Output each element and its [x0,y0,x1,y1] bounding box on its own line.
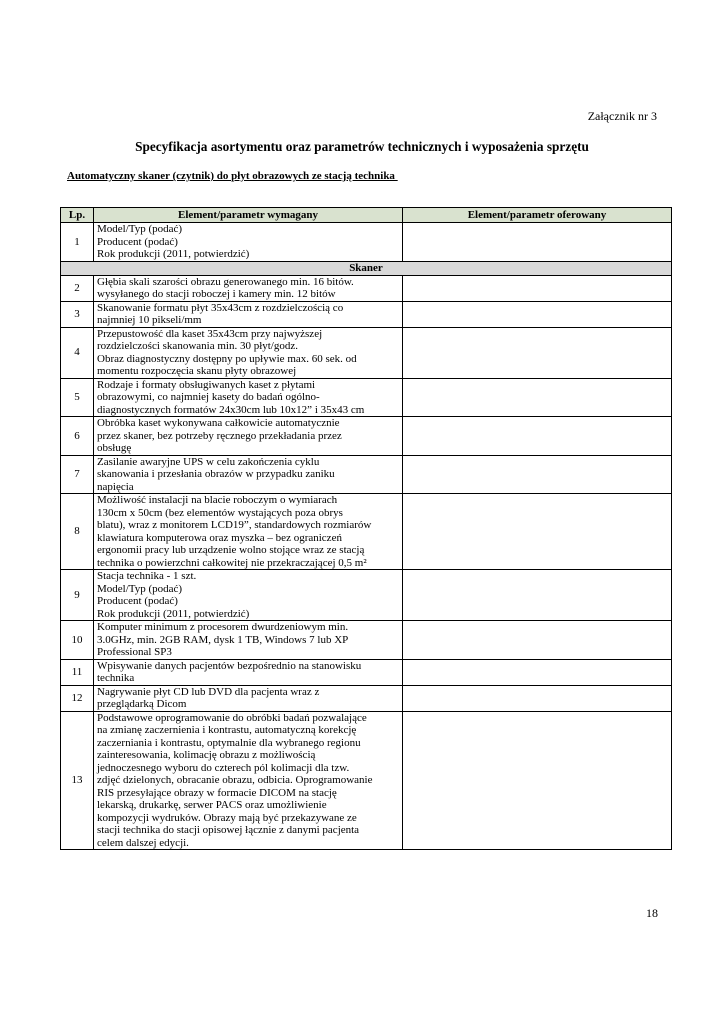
page-number: 18 [646,906,658,920]
table-row [61,685,672,711]
header-required: Element/parametr wymagany [94,208,403,223]
required-parameter [94,223,403,262]
required-parameter [94,455,403,494]
parameter-line: Stacja technika - 1 szt. [97,570,197,582]
offered-parameter-cell[interactable] [403,275,672,301]
required-parameter [94,301,403,327]
parameter-line: Obraz diagnostyczny dostępny po upływie max. 60 sek. od [97,352,357,365]
table-row [61,570,672,621]
table-row [61,301,672,327]
table-row [61,327,672,378]
offered-parameter-cell[interactable] [403,417,672,456]
required-parameter [94,659,403,685]
required-parameter [94,275,403,301]
row-number: 8 [61,494,94,570]
table-row [61,378,672,417]
parameter-line: Podstawowe oprogramowanie do obróbki badań pozwalające [97,711,367,724]
offered-parameter-cell[interactable] [403,378,672,417]
required-parameter [94,417,403,456]
row-number: 6 [61,417,94,456]
document-title: Specyfikacja asortymentu oraz parametrów technicznych i wyposażenia sprzętu [135,139,589,154]
row-number: 3 [61,301,94,327]
parameter-line: Rok produkcji (2011, potwierdzić) [97,248,250,260]
offered-parameter-cell[interactable] [403,621,672,660]
row-number: 12 [61,685,94,711]
table-body [61,223,672,850]
row-number: 7 [61,455,94,494]
parameter-line: Komputer minimum z procesorem dwurdzeniowym min. [97,621,349,633]
parameter-line: Nagrywanie płyt CD lub DVD dla pacjenta wraz z [97,685,320,698]
parameter-line: przez skaner, bez potrzeby ręcznego przekładania przez [97,429,342,442]
table-row [61,659,672,685]
required-parameter [94,621,403,660]
offered-parameter-cell[interactable] [403,659,672,685]
parameter-line: Głębia skali szarości obrazu generowanego min. 16 bitów. [97,275,354,288]
parameter-line: ergonomii pracy lub urządzenie wolno stojące wraz ze stacją [97,544,365,556]
parameter-line: Model/Typ (podać) [97,223,183,235]
parameter-line: Przepustowość dla kaset 35x43cm przy najwyższej [97,327,323,340]
offered-parameter-cell[interactable] [403,327,672,378]
table-row [61,223,672,262]
offered-parameter-cell[interactable] [403,455,672,494]
parameter-line: napięcia [97,480,134,493]
parameter-line: stacji technika do stacji opisowej łącznie z danymi pacjenta [97,824,360,836]
required-parameter [94,494,403,570]
parameter-line: kompozycji wydruków. Obrazy mają być przekazywane ze [97,811,357,824]
parameter-line: lekarską, drukarkę, serwer PACS oraz umożliwienie [97,799,327,811]
table-row [61,621,672,660]
document-subtitle: Automatyczny skaner (czytnik) do płyt obrazowych ze stacją technika [67,170,398,182]
parameter-line: momentu rozpoczęcia skanu płyty obrazowej [97,365,297,377]
annex-label: Załącznik nr 3 [587,109,657,123]
offered-parameter-cell[interactable] [403,685,672,711]
parameter-line: Skanowanie formatu płyt 35x43cm z rozdzielczością co [97,301,344,314]
parameter-line: na zmianę zaczernienia i kontrastu, automatyczną korekcję [97,724,357,736]
parameter-line: zdjęć dzielonych, obracanie obrazu, odbicia. Oprogramowanie [97,774,373,786]
parameter-line: obrazowymi, co najmniej kasety do badań ogólno- [97,391,320,403]
specification-table [60,207,672,850]
parameter-line: Producent (podać) [97,235,178,248]
parameter-line: jednoczesnego wyboru do czterech pól kolimacji dla tzw. [97,761,350,774]
offered-parameter-cell[interactable] [403,301,672,327]
parameter-line: Professional SP3 [97,646,172,658]
parameter-line: zainteresowania, kolimację obrazu z możliwością [97,749,316,761]
required-parameter [94,378,403,417]
parameter-line: zaczerniania i kontrastu, optymalnie dla wybranego regionu [97,736,361,749]
row-number: 2 [61,275,94,301]
row-number: 10 [61,621,94,660]
offered-parameter-cell[interactable] [403,494,672,570]
parameter-line: technika o powierzchni całkowitej nie przekraczającej 0,5 m² [97,556,367,569]
parameter-line: przeglądarką Dicom [97,698,187,710]
section-label: Skaner [61,261,672,275]
parameter-line: 130cm x 50cm (bez elementów wystających poza obrys [97,506,343,519]
parameter-line: RIS przesyłające obrazy w formacie DICOM na stację [97,786,337,799]
header-offered: Element/parametr oferowany [403,208,672,223]
parameter-line: najmniej 10 pikseli/mm [97,314,202,326]
parameter-line: klawiatura komputerowa oraz myszka – bez ograniczeń [97,531,342,544]
row-number: 9 [61,570,94,621]
parameter-line: wysyłanego do stacji roboczej i kamery min. 12 bitów [97,288,336,300]
table-row [61,711,672,850]
parameter-line: rozdzielczości skanowania min. 30 płyt/godz. [97,340,298,352]
parameter-line: Możliwość instalacji na blacie roboczym o wymiarach [97,494,338,506]
table-row [61,417,672,456]
row-number: 13 [61,711,94,850]
required-parameter [94,711,403,850]
parameter-line: Zasilanie awaryjne UPS w celu zakończenia cyklu [97,455,320,468]
parameter-line: Rok produkcji (2011, potwierdzić) [97,607,250,620]
table-row [61,494,672,570]
offered-parameter-cell[interactable] [403,223,672,262]
parameter-line: skanowania i przesłania obrazów w przypadku zaniku [97,468,335,480]
required-parameter [94,327,403,378]
parameter-line: 3.0GHz, min. 2GB RAM, dysk 1 TB, Windows 7 lub XP [97,633,349,646]
parameter-line: Model/Typ (podać) [97,582,183,595]
row-number: 4 [61,327,94,378]
row-number: 5 [61,378,94,417]
required-parameter [94,570,403,621]
row-number: 11 [61,659,94,685]
parameter-line: obsługę [97,442,132,454]
parameter-line: Obróbka kaset wykonywana całkowicie automatycznie [97,417,340,429]
offered-parameter-cell[interactable] [403,570,672,621]
table-row [61,275,672,301]
table-row [61,455,672,494]
section-row [61,261,672,275]
parameter-line: technika [97,672,135,684]
parameter-line: Producent (podać) [97,595,178,607]
parameter-line: diagnostycznych formatów 24x30cm lub 10x12” i 35x43 cm [97,403,365,416]
parameter-line: Wpisywanie danych pacjentów bezpośrednio na stanowisku [97,659,362,672]
row-number: 1 [61,223,94,262]
parameter-line: blatu), wraz z monitorem LCD19”, standardowych rozmiarów [97,519,372,531]
header-lp: Lp. [61,208,94,223]
table-header-row [61,208,672,223]
offered-parameter-cell[interactable] [403,711,672,850]
parameter-line: celem dalszej edycji. [97,836,189,849]
required-parameter [94,685,403,711]
parameter-line: Rodzaje i formaty obsługiwanych kaset z płytami [97,378,316,391]
